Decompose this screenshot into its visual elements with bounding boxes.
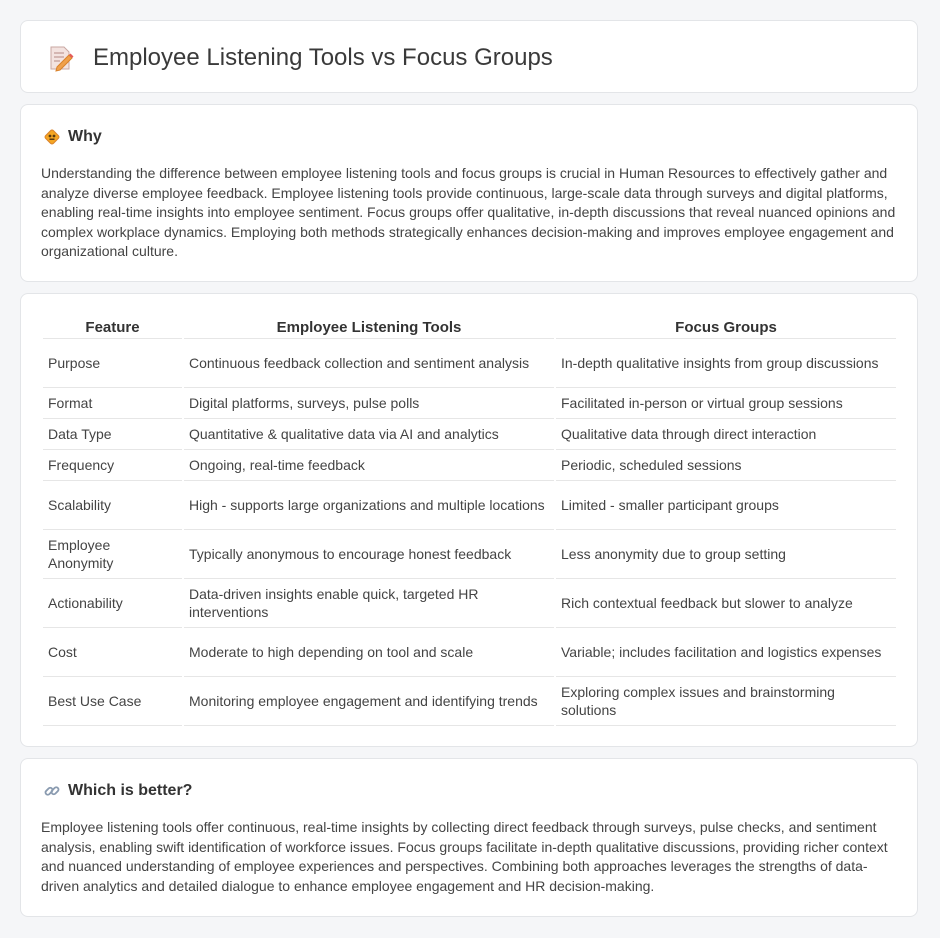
comparison-card (20, 293, 918, 747)
pencil-paper-icon (45, 43, 75, 73)
listening-tools-cell: Monitoring employee engagement and identifying trends (184, 677, 554, 726)
listening-tools-cell: Digital platforms, surveys, pulse polls (184, 388, 554, 419)
feature-cell: Scalability (43, 481, 182, 530)
listening-tools-cell: Moderate to high depending on tool and scale (184, 628, 554, 677)
better-title: Which is better? (68, 782, 193, 799)
link-icon (43, 782, 61, 800)
listening-tools-cell: Continuous feedback collection and sentiment analysis (184, 339, 554, 388)
table-row (43, 579, 896, 628)
table-row (43, 530, 896, 579)
feature-cell: Actionability (43, 579, 182, 628)
feature-cell: Frequency (43, 450, 182, 481)
column-header: Focus Groups (556, 316, 896, 339)
focus-groups-cell: Qualitative data through direct interaction (556, 419, 896, 450)
better-body: Employee listening tools offer continuous, real-time insights by collecting direct feedback through surveys, pulse checks, and sentiment analysis, enabling swift identification of workforce issues. Focus groups facilitate in-depth qualitative discussions, providing richer context and nuanced understanding of employee experiences and perspectives. Combining both approaches leverages the strengths of data-driven analytics and detailed dialogue to enhance employee engagement and HR decision-making. (41, 819, 888, 894)
why-section (20, 104, 918, 282)
table-row (43, 388, 896, 419)
page-title: Employee Listening Tools vs Focus Groups (93, 44, 553, 71)
feature-cell: Best Use Case (43, 677, 182, 726)
column-header: Feature (43, 316, 182, 339)
focus-groups-cell: Periodic, scheduled sessions (556, 450, 896, 481)
table-row (43, 339, 896, 388)
focus-groups-cell: Less anonymity due to group setting (556, 530, 896, 579)
table-row (43, 628, 896, 677)
title-card (20, 20, 918, 93)
focus-groups-cell: Exploring complex issues and brainstorming solutions (556, 677, 896, 726)
focus-groups-cell: Rich contextual feedback but slower to analyze (556, 579, 896, 628)
feature-cell: Format (43, 388, 182, 419)
focus-groups-cell: Facilitated in-person or virtual group sessions (556, 388, 896, 419)
listening-tools-cell: Ongoing, real-time feedback (184, 450, 554, 481)
why-title: Why (68, 128, 102, 145)
feature-cell: Data Type (43, 419, 182, 450)
feature-cell: Purpose (43, 339, 182, 388)
table-row (43, 677, 896, 726)
feature-cell: Cost (43, 628, 182, 677)
listening-tools-cell: High - supports large organizations and multiple locations (184, 481, 554, 530)
focus-groups-cell: Variable; includes facilitation and logistics expenses (556, 628, 896, 677)
table-row (43, 419, 896, 450)
listening-tools-cell: Typically anonymous to encourage honest feedback (184, 530, 554, 579)
table-row (43, 481, 896, 530)
table-row (43, 450, 896, 481)
listening-tools-cell: Data-driven insights enable quick, targeted HR interventions (184, 579, 554, 628)
focus-groups-cell: In-depth qualitative insights from group discussions (556, 339, 896, 388)
listening-tools-cell: Quantitative & qualitative data via AI and analytics (184, 419, 554, 450)
diamond-sign-icon (43, 128, 61, 146)
why-body: Understanding the difference between employee listening tools and focus groups is crucial in Human Resources to effectively gather and analyze diverse employee feedback. Employee listening tools provide continuous, large-scale data through surveys and digital platforms, enabling real-time insights into employee sentiment. Focus groups offer qualitative, in-depth discussions that reveal nuanced opinions and complex workplace dynamics. Employing both methods strategically enhances decision-making and improves employee engagement and organizational culture. (41, 165, 896, 260)
feature-cell: Employee Anonymity (43, 530, 182, 579)
comparison-table (41, 316, 898, 726)
focus-groups-cell: Limited - smaller participant groups (556, 481, 896, 530)
which-is-better-section (20, 758, 918, 917)
table-header-row (43, 316, 896, 339)
column-header: Employee Listening Tools (184, 316, 554, 339)
